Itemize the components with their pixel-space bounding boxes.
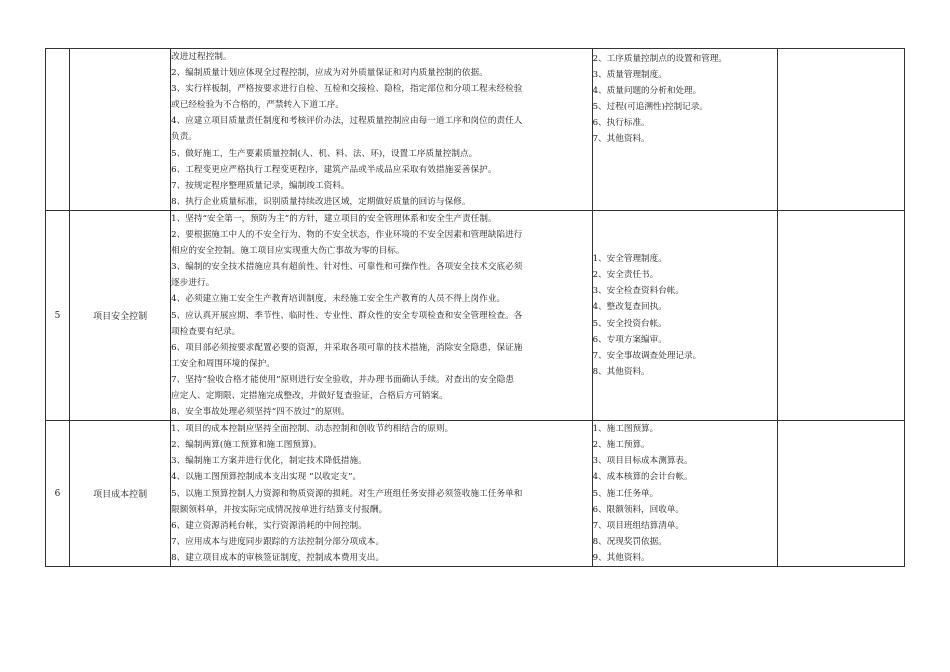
requirement-line: 逐步进行。 bbox=[171, 278, 215, 289]
requirements-cell bbox=[171, 210, 592, 420]
record-line: 7、其他资料。 bbox=[592, 134, 650, 145]
record-line: 6、专项方案编审。 bbox=[592, 334, 667, 345]
record-line: 3、质量管理制度。 bbox=[592, 70, 667, 81]
requirement-line: 3、编制的安全技术措施应具有超前性、针对性、可靠性和可操作性。各项安全技术交底必须 bbox=[171, 262, 523, 273]
record-line: 5、安全投资台帐。 bbox=[592, 318, 667, 329]
requirement-line: 4、应建立项目质量责任制度和考核评价办法，过程质量控制应由每一道工序和岗位的责任人 bbox=[171, 116, 523, 127]
control-item-name bbox=[70, 49, 171, 211]
control-table bbox=[45, 48, 905, 567]
requirement-line: 6、项目部必须按要求配置必要的资源，并采取各项可靠的技术措施，消除安全隐患，保证施 bbox=[171, 342, 523, 353]
requirement-line: 4、以施工图预算控制成本支出实现 “以收定支”。 bbox=[171, 472, 362, 483]
record-line: 6、限额领料，回收单。 bbox=[592, 504, 685, 515]
requirement-line: 2、要根据施工中人的不安全行为、物的不安全状态，作业环境的不安全因素和管理缺陷进行 bbox=[171, 230, 523, 241]
requirement-line: 5、应认真开展应期、季节性、临时性、专业性、群众性的安全专项检查和安全管理检查。各 bbox=[171, 310, 523, 321]
requirement-line: 6、建立资源消耗台帐，实行资源消耗的中间控制。 bbox=[171, 520, 367, 531]
requirement-line: 5、做好施工，生产要素质量控制(人、机、料、法、环)，设置工序质量控制点。 bbox=[171, 148, 478, 159]
record-line: 2、施工预算。 bbox=[592, 440, 650, 451]
row-number bbox=[46, 49, 70, 211]
requirement-line: 5、以施工预算控制人力资源和物质资源的损耗。对生产班组任务安排必须签收施工任务单和 bbox=[171, 488, 523, 499]
requirement-line: 7、坚持“验收合格才能使用”原则进行安全验收，并办理书面确认手续。对查出的安全隐患 bbox=[171, 374, 514, 385]
record-line: 5、过程(可追溯性)控制记录。 bbox=[592, 102, 708, 113]
record-line: 5、施工任务单。 bbox=[592, 488, 659, 499]
table-row bbox=[46, 210, 905, 420]
table-body bbox=[46, 49, 905, 567]
table-row bbox=[46, 421, 905, 567]
row-number: 6 bbox=[46, 421, 70, 567]
record-line: 1、安全管理制度。 bbox=[592, 254, 667, 265]
row-number: 5 bbox=[46, 210, 70, 420]
record-line: 1、施工图预算。 bbox=[592, 424, 659, 435]
requirement-line: 限额领料单，并按实际完成情况按单进行结算支付报酬。 bbox=[171, 504, 388, 515]
requirement-line: 6、工程变更应严格执行工程变更程序，建筑产品或半成品应采取有效措施妥善保护。 bbox=[171, 164, 497, 175]
control-item-name: 项目安全控制 bbox=[70, 210, 171, 420]
requirement-line: 项检查要有纪录。 bbox=[171, 326, 241, 337]
requirement-line: 7、按规定程序整理质量记录，编制竣工资料。 bbox=[171, 180, 350, 191]
record-line: 4、成本核算的会计台帐。 bbox=[592, 472, 693, 483]
requirement-line: 8、安全事故处理必须坚持“四不放过”的原则。 bbox=[171, 407, 350, 418]
requirement-line: 2、编制两算(施工预算和施工图预算)。 bbox=[171, 440, 322, 451]
control-item-name: 项目成本控制 bbox=[70, 421, 171, 567]
record-line: 7、项目班组结算清单。 bbox=[592, 520, 685, 531]
requirement-line: 2、编制质量计划应体现全过程控制，应成为对外质量保证和对内质量控制的依据。 bbox=[171, 68, 488, 79]
requirement-line: 应定人、定期限、定措施完成整改，并做好复查验证，合格后方可销案。 bbox=[171, 390, 448, 401]
table-row bbox=[46, 49, 905, 211]
remarks-cell bbox=[777, 49, 904, 211]
record-line: 7、安全事故调查处理记录。 bbox=[592, 350, 702, 361]
requirement-line: 改进过程控制。 bbox=[171, 52, 232, 62]
requirement-line: 1、坚持“安全第一，预防为主”的方针，建立项目的安全管理体系和安全生产责任制。 bbox=[171, 213, 497, 224]
requirement-line: 1、项目的成本控制应坚持全面控制、动态控制和创收节约相结合的原则。 bbox=[171, 424, 454, 435]
requirements-cell bbox=[171, 49, 592, 211]
requirement-line: 8、执行企业质量标准，识别质量持续改进区域，定期做好质量的回访与保修。 bbox=[171, 196, 471, 207]
remarks-cell bbox=[777, 210, 904, 420]
requirement-line: 7、应用成本与进度同步跟踪的方法控制分部分项成本。 bbox=[171, 536, 385, 547]
remarks-cell bbox=[777, 421, 904, 567]
record-line: 8、况现奖罚依据。 bbox=[592, 536, 667, 547]
record-line: 3、项目目标成本测算表。 bbox=[592, 456, 693, 467]
record-line: 9、其他资料。 bbox=[592, 552, 650, 563]
requirement-line: 相应的安全控制。施工项目应实现重大伤亡事故为零的目标。 bbox=[171, 246, 405, 257]
record-line: 3、安全检查资料台帐。 bbox=[592, 286, 685, 297]
records-cell bbox=[592, 49, 777, 211]
record-line: 8、其他资料。 bbox=[592, 366, 650, 377]
requirement-line: 4、必须建立施工安全生产教育培训制度，未经施工安全生产教育的人员不得上岗作业。 bbox=[171, 294, 506, 305]
requirement-line: 负责。 bbox=[171, 132, 198, 143]
record-line: 2、工序质量控制点的设置和管理。 bbox=[592, 54, 727, 64]
record-line: 4、质量问题的分析和处理。 bbox=[592, 86, 702, 97]
records-cell bbox=[592, 210, 777, 420]
requirement-line: 或已经检验为不合格的，严禁转入下道工序。 bbox=[171, 100, 345, 111]
records-cell bbox=[592, 421, 777, 567]
requirement-line: 3、编制施工方案并进行优化，制定技术降低措施。 bbox=[171, 456, 367, 467]
requirement-line: 8、建立项目成本的审核签证制度，控制成本费用支出。 bbox=[171, 552, 385, 563]
requirements-cell bbox=[171, 421, 592, 567]
record-line: 6、执行标准。 bbox=[592, 118, 650, 129]
record-line: 4、整改复查回执。 bbox=[592, 302, 667, 313]
requirement-line: 工安全和周围环境的保护。 bbox=[171, 358, 275, 369]
requirement-line: 3、实行样板制，严格按要求进行自检、互检和交接检、隐检，指定部位和分项工程未经检验 bbox=[171, 84, 523, 95]
record-line: 2、安全责任书。 bbox=[592, 270, 659, 281]
